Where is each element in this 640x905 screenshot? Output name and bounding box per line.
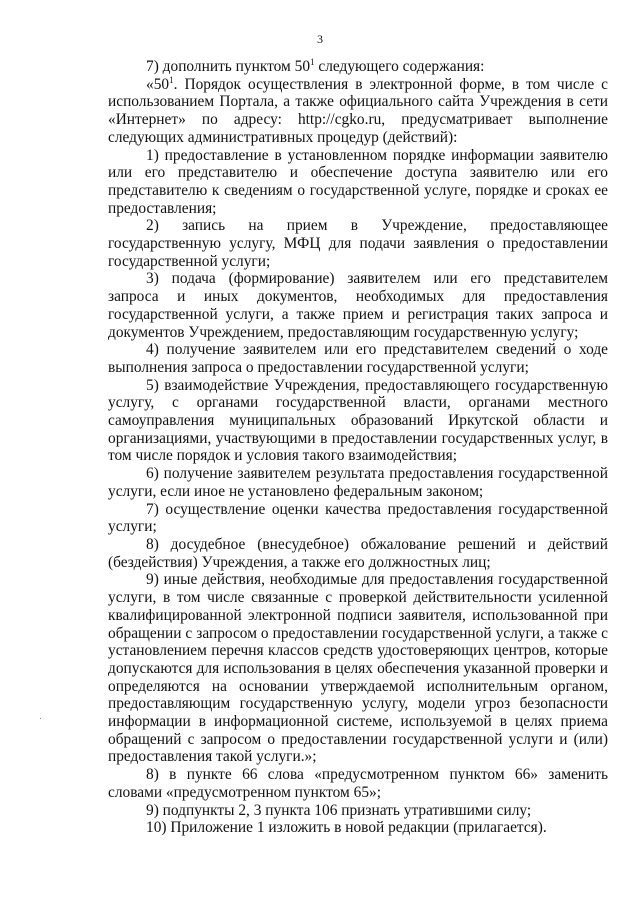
section-superscript: 1 (169, 74, 174, 85)
section-text: . Порядок осуществления в электронной форме, в том числе с использованием Портала, а также официального сайта Учреждения в сети «Интернет» по адресу: http://cgko.ru, предусматривает выполнение следующих административных процедур (действий): (108, 75, 608, 146)
procedure-item-5: 5) взаимодействие Учреждения, предоставляющего государственную услугу, с органами государственной власти, органами местного самоуправления муниципальных образований Иркутской области и организациями, участвующими в предоставлении государственных услуг, в том числе порядок и условия такого взаимодействия; (108, 376, 608, 465)
procedure-item-1: 1) предоставление в установленном порядке информации заявителю или его представителю и обеспечение доступа заявителю или его представителю к сведениям о государственной услуге, порядке и сроках ее предоставления; (108, 146, 608, 217)
procedure-item-3: 3) подача (формирование) заявителем или его представителем запроса и иных документов, необходимых для предоставления государственной услуги, а также прием и регистрация таких запроса и документов Учреждением, предоставляющим государственную услугу; (108, 270, 608, 341)
amendment-item-8: 8) в пункте 66 слова «предусмотренном пунктом 66» заменить словами «предусмотренном пунктом 65»; (108, 766, 608, 801)
procedure-item-8: 8) досудебное (внесудебное) обжалование решений и действий (бездействия) Учреждения, а также его должностных лиц; (108, 535, 608, 571)
section-paragraph (108, 76, 608, 147)
section-prefix: «50 (146, 75, 170, 93)
intro-superscript: 1 (310, 57, 315, 67)
procedure-item-9: 9) иные действия, необходимые для предоставления государственной услуги, в том числе связанные с проверкой действительности усиленной квалифицированной электронной подписи заявителя, использованной при обращении с запросом о предоставлении государственной услуги, а также с установлением перечня классов средств удостоверяющих центров, которые допускаются для использования в целях обеспечения указанной проверки и определяются на основании утверждаемой исполнительным органом, предоставляющим государственную услугу, модели угроз безопасности информации в информационной системе, используемой в целях приема обращений с запросом о предоставлении государственной услуги и (или) предоставления такой услуги.»; (108, 571, 608, 766)
intro-paragraph (108, 58, 608, 76)
procedure-item-6: 6) получение заявителем результата предоставления государственной услуги, если иное не установлено федеральным законом; (108, 465, 608, 500)
procedure-item-7: 7) осуществление оценки качества предоставления государственной услуги; (108, 500, 608, 536)
document-body (108, 58, 608, 837)
procedure-item-4: 4) получение заявителем или его представителем сведений о ходе выполнения запроса о предоставлении государственной услуги; (108, 341, 608, 376)
scan-speck (40, 718, 41, 719)
procedure-item-2: 2) запись на прием в Учреждение, предоставляющее государственную услугу, МФЦ для подачи заявления о предоставлении государственной услуги; (108, 217, 608, 270)
amendment-item-9: 9) подпункты 2, 3 пункта 106 признать утратившими силу; (146, 801, 532, 819)
amendment-item-10: 10) Приложение 1 изложить в новой редакции (прилагается). (146, 819, 547, 837)
intro-text: 7) дополнить пунктом 50 (146, 58, 311, 75)
intro-text-tail: следующего содержания: (314, 58, 485, 75)
page-number: 3 (317, 32, 323, 46)
